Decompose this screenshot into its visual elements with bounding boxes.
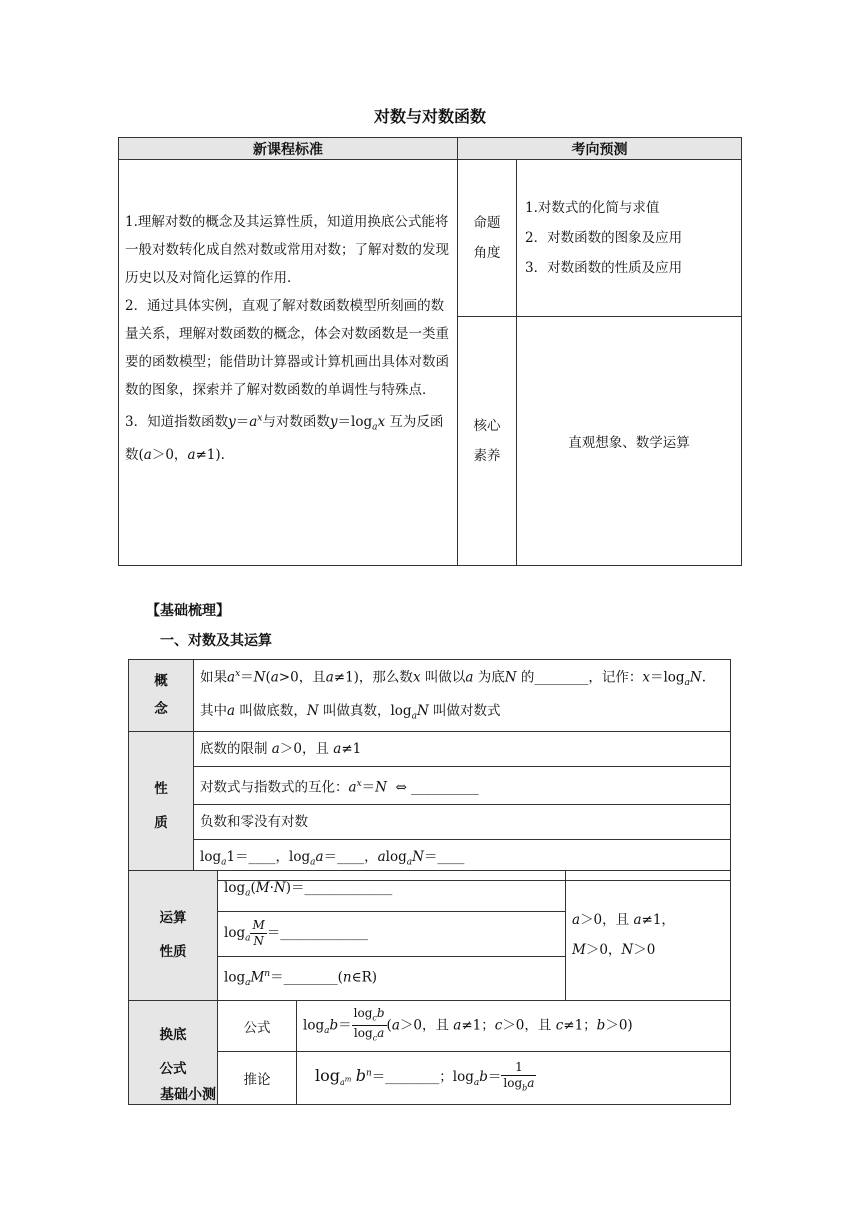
op-quotient: $\log_a$ $\frac{M}{N}$ ＝_____________ [218,911,566,956]
standards-cell [119,160,458,566]
section-heading: 【基础梳理】 [146,603,230,619]
header-standard: 新课程标准 [119,138,458,160]
curriculum-table [118,137,742,566]
log-operations-table [128,870,731,1105]
standard-1: 1.理解对数的概念及其运算性质，知道用换底公式能将一般对数转化成自然对数或常用对数；了解对数的发现历史以及对简化运算的作用． [125,214,449,286]
standard-3: 3．知道指数函数$y=a^x$与对数函数$y=\log_ax$ 互为反函数(a＞0，a≠1). [125,413,444,464]
prop-no-log: 负数和零没有对数 [194,805,731,840]
angle-items [517,160,742,317]
prop-special-values: $\log_a1=\_\_\_\_$，$\log_aa=\_\_\_\_$，alog$_a$N＝____ [194,840,731,881]
corollary-formula: $\log_{a^m}$ $b^n=\_\_\_\_\_\_\_\_$；$\log_ab=$ $\frac{1}{\log_ba}$ [297,1051,731,1104]
core-label: 核心 素养 [458,317,517,566]
prop-base-limit: 底数的限制 a＞0，且 a≠1 [194,731,731,766]
header-forecast: 考向预测 [458,138,742,160]
standard-2: 2．通过具体实例，直观了解对数函数模型所刻画的数量关系，理解对数函数的概念，体会对数函数是一类重要的函数模型；能借助计算器或计算机画出具体对数函数的图象，探索并了解对数函数的单调性与特殊点． [125,298,449,398]
angle-item: 3．对数函数的性质及应用 [525,260,683,276]
properties-label: 性 质 [129,731,194,880]
corollary-label: 推论 [218,1051,297,1104]
op-product: $\log_a(M\cdot N)=\_\_\_\_\_\_\_\_\_\_\_\_\_$ [218,871,566,912]
prop-conversion: 对数式与指数式的互化：$a^x=N$ ⇔ __________ [194,766,731,805]
concept-label: 概 念 [129,660,194,732]
angle-item: 1.对数式的化简与求值 [525,200,660,216]
footer-heading: 基础小测 [160,1087,216,1103]
change-base-label: 换底 公式 [129,1000,218,1104]
subsection-heading: 一、对数及其运算 [160,633,272,649]
concept-line-2: 其中a 叫做底数，N 叫做真数，$\log_aN$ 叫做对数式 [200,703,501,722]
log-concept-table [128,659,731,881]
concept-cell [194,660,731,732]
core-value: 直观想象、数学运算 [517,317,742,566]
angle-item: 2．对数函数的图象及应用 [525,230,683,246]
angle-label: 命题 角度 [458,160,517,317]
op-power: $\log_aM^n=\_\_\_\_\_\_\_\_(n\in R)$ [218,956,566,1000]
page-title: 对数与对数函数 [373,107,486,126]
operations-conditions: a＞0，且 a≠1， M＞0，N＞0 [566,871,731,1001]
concept-line-1: 如果$a^x=N(a>0$，且a≠1)，那么数x 叫做以a 为底N 的________，记作：$x=\log_aN$. [200,669,707,689]
operations-label: 运算 性质 [129,871,218,1001]
formula-label: 公式 [218,1000,297,1051]
change-base-formula: $\log_ab=$ $\frac{\log_cb}{\log_ca}$ (a＞0，且 a≠1；c＞0，且 c≠1；b＞0) [297,1000,731,1051]
